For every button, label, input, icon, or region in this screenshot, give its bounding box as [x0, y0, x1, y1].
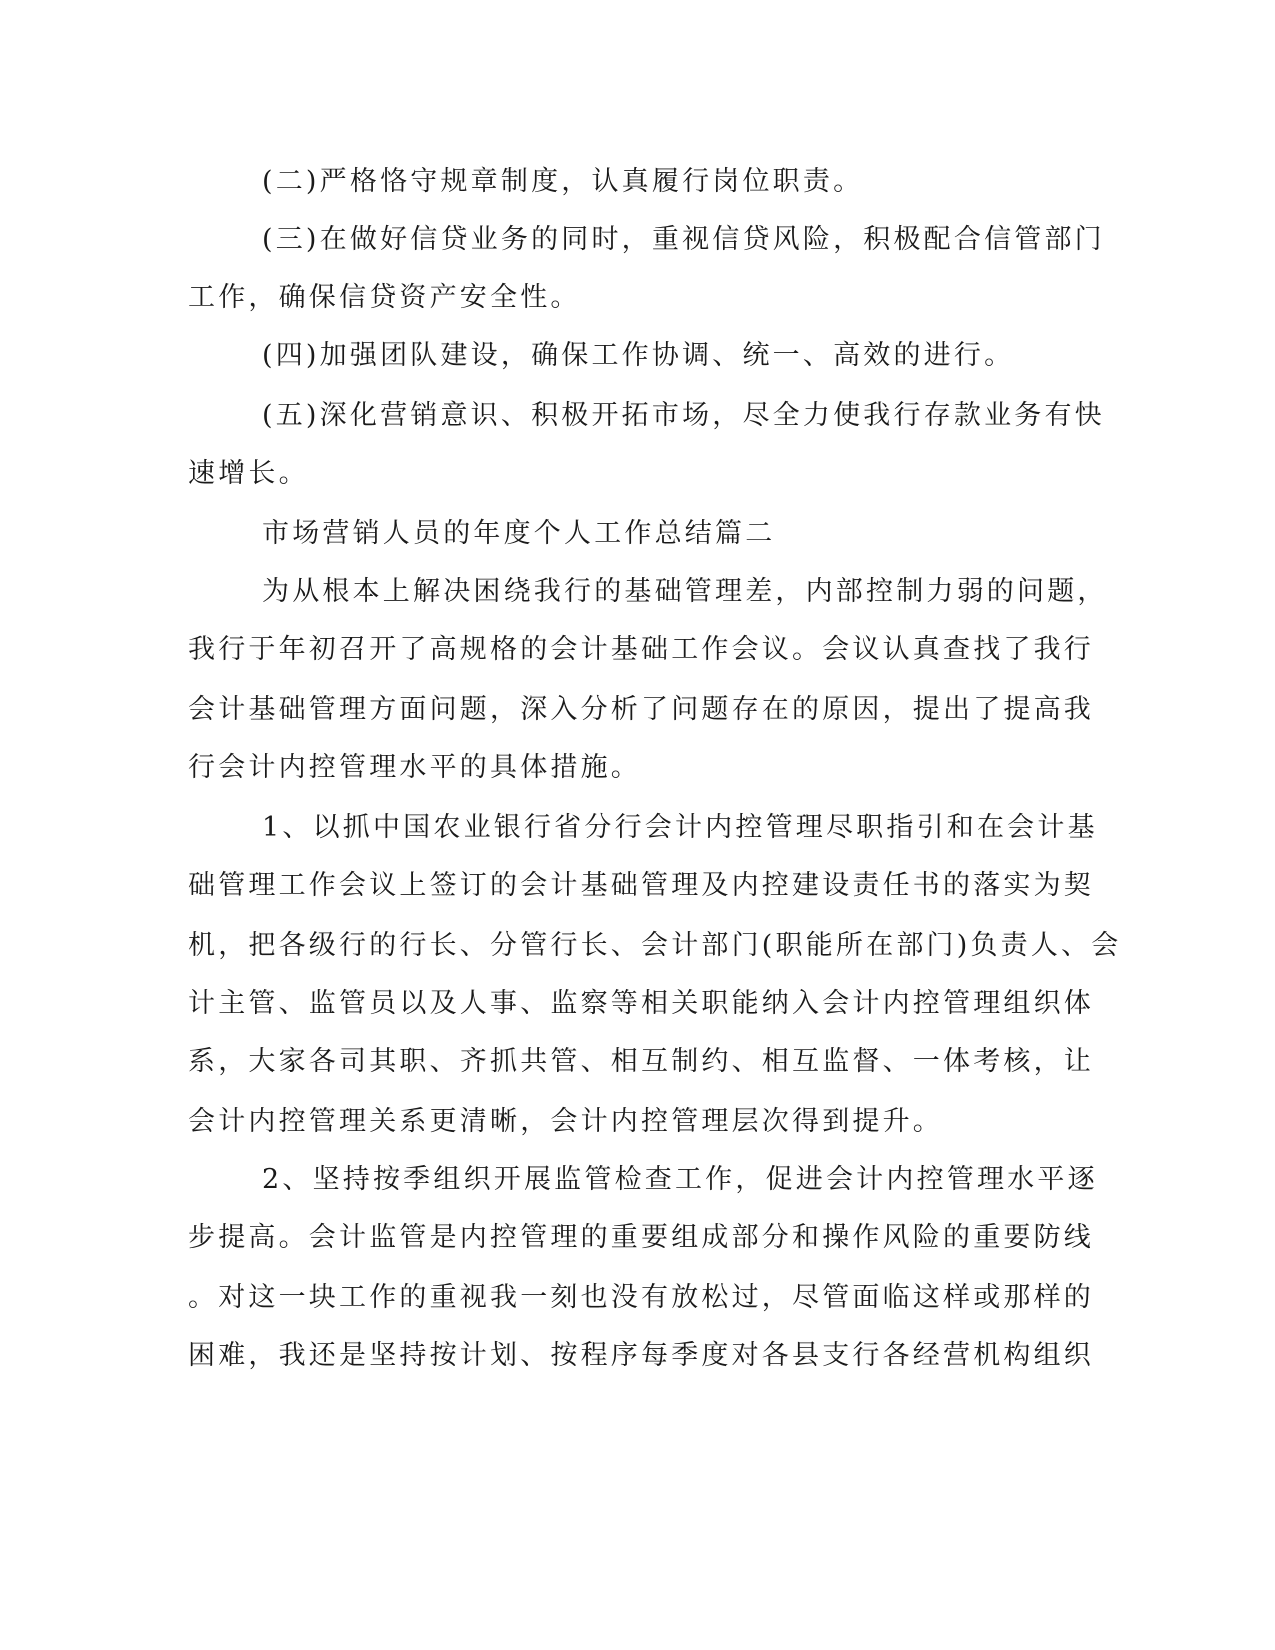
paragraph-line: 困难，我还是坚持按计划、按程序每季度对各县支行各经营机构组织: [188, 1340, 1094, 1371]
paragraph-line: 会计内控管理关系更清晰，会计内控管理层次得到提升。: [188, 1106, 943, 1137]
paragraph-line: 1、以抓中国农业银行省分行会计内控管理尽职指引和在会计基: [262, 812, 1098, 843]
section-heading: 市场营销人员的年度个人工作总结篇二: [262, 518, 776, 549]
paragraph-line: 速增长。: [188, 458, 309, 489]
paragraph-line: 系，大家各司其职、齐抓共管、相互制约、相互监督、一体考核，让: [188, 1046, 1094, 1077]
paragraph-line: 会计基础管理方面问题，深入分析了问题存在的原因，提出了提高我: [188, 694, 1094, 725]
paragraph-line: 行会计内控管理水平的具体措施。: [188, 752, 641, 783]
paragraph-line: (五)深化营销意识、积极开拓市场，尽全力使我行存款业务有快: [262, 400, 1105, 431]
paragraph-line: 步提高。会计监管是内控管理的重要组成部分和操作风险的重要防线: [188, 1222, 1094, 1253]
paragraph-line: 础管理工作会议上签订的会计基础管理及内控建设责任书的落实为契: [188, 870, 1094, 901]
paragraph-line: 。对这一块工作的重视我一刻也没有放松过，尽管面临这样或那样的: [188, 1282, 1094, 1313]
paragraph-line: 机，把各级行的行长、分管行长、会计部门(职能所在部门)负责人、会: [188, 930, 1122, 961]
paragraph-line: (四)加强团队建设，确保工作协调、统一、高效的进行。: [262, 340, 1015, 371]
paragraph-line: 我行于年初召开了高规格的会计基础工作会议。会议认真查找了我行: [188, 634, 1094, 665]
paragraph-line: 工作，确保信贷资产安全性。: [188, 282, 581, 313]
paragraph-line: 2、坚持按季组织开展监管检查工作，促进会计内控管理水平逐: [262, 1164, 1098, 1195]
paragraph-line: 计主管、监管员以及人事、监察等相关职能纳入会计内控管理组织体: [188, 988, 1094, 1019]
paragraph-line: (三)在做好信贷业务的同时，重视信贷风险，积极配合信管部门: [262, 224, 1105, 255]
paragraph-line: 为从根本上解决困绕我行的基础管理差，内部控制力弱的问题，: [262, 576, 1108, 607]
paragraph-line: (二)严格恪守规章制度，认真履行岗位职责。: [262, 166, 864, 197]
